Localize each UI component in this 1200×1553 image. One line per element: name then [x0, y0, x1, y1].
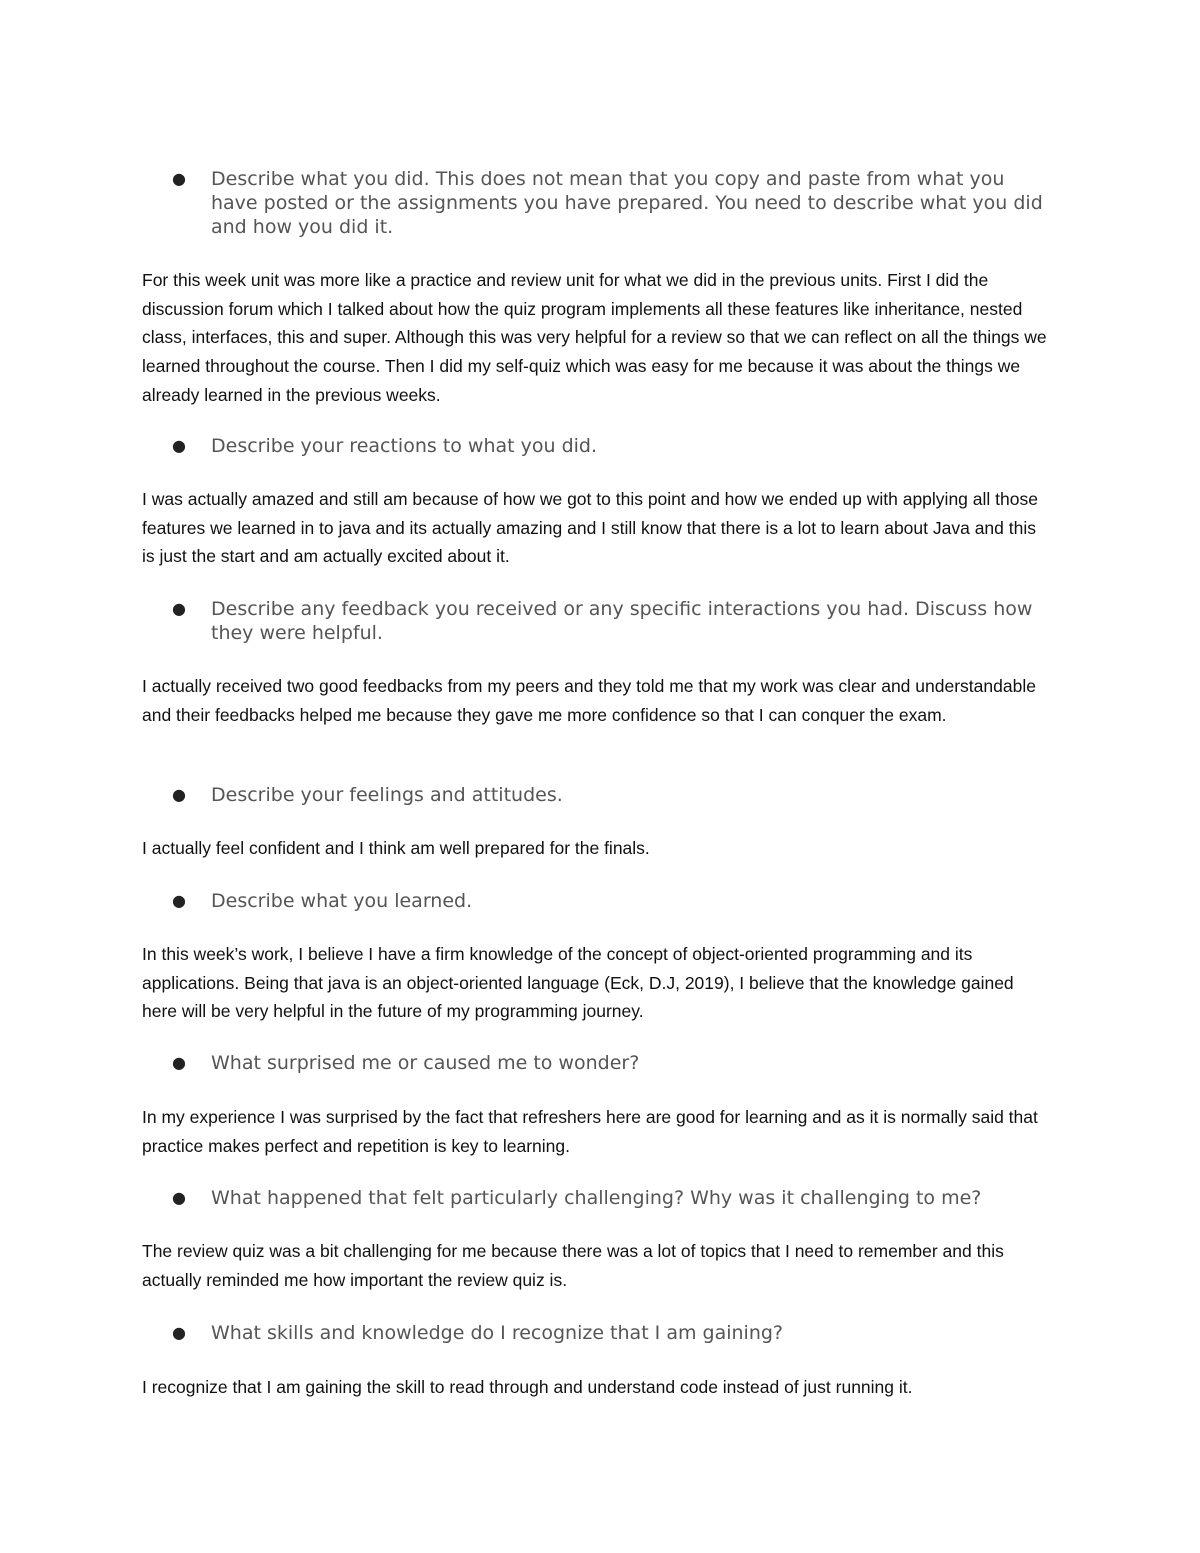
answer-paragraph: I actually received two good feedbacks from my peers and they told me that my work was clear and understandable and their feedbacks helped me because they gave me more confidence so that I can conquer the exam. [142, 676, 1036, 725]
prompt-text: What surprised me or caused me to wonder? [211, 1052, 640, 1074]
answer-paragraph: For this week unit was more like a practice and review unit for what we did in the previous units. First I did the discussion forum which I talked about how the quiz program implements all these features like inheritance, nested class, interfaces, this and super. Although this was very helpful for a review so that we can reflect on all the things we learned throughout the course. Then I did my self-quiz which was easy for me because it was about the things we already learned in the previous weeks. [142, 270, 1047, 405]
answer-paragraph: I recognize that I am gaining the skill to read through and understand code instead of just running it. [142, 1377, 913, 1397]
answer-paragraph: In my experience I was surprised by the fact that refreshers here are good for learning and as it is normally said that practice makes perfect and repetition is key to learning. [142, 1107, 1038, 1156]
prompt-text: Describe your feelings and attitudes. [211, 784, 563, 806]
bullet-dot-icon: ● [172, 1323, 186, 1342]
bullet-dot-icon: ● [172, 785, 186, 804]
bullet-dot-icon: ● [172, 891, 186, 910]
bullet-dot-icon: ● [172, 436, 186, 455]
prompt-text: Describe any feedback you received or any specific interactions you had. Discuss how they were helpful. [211, 598, 1033, 644]
prompt-text: Describe your reactions to what you did. [211, 435, 598, 457]
answer-paragraph: I was actually amazed and still am because of how we got to this point and how we ended up with applying all those features we learned in to java and its actually amazing and I still know that there is a lot to learn about Java and this is just the start and am actually excited about it. [142, 489, 1038, 567]
answer-paragraph: The review quiz was a bit challenging for me because there was a lot of topics that I need to remember and this actually reminded me how important the review quiz is. [142, 1241, 1004, 1290]
answer-paragraph: In this week’s work, I believe I have a firm knowledge of the concept of object-oriented programming and its applications. Being that java is an object-oriented language (Eck, D.J, 2019), I believe that the knowledge gained here will be very helpful in the future of my programming journey. [142, 944, 1014, 1022]
bullet-dot-icon: ● [172, 1053, 186, 1072]
prompt-text: Describe what you learned. [211, 890, 473, 912]
bullet-dot-icon: ● [172, 169, 186, 188]
bullet-dot-icon: ● [172, 1188, 186, 1207]
prompt-text: What happened that felt particularly challenging? Why was it challenging to me? [211, 1187, 982, 1209]
answer-paragraph: I actually feel confident and I think am well prepared for the finals. [142, 838, 650, 858]
prompt-text: Describe what you did. This does not mean that you copy and paste from what you have posted or the assignments you have prepared. You need to describe what you did and how you did it. [211, 168, 1043, 238]
prompt-text: What skills and knowledge do I recognize that I am gaining? [211, 1322, 784, 1344]
bullet-dot-icon: ● [172, 599, 186, 618]
